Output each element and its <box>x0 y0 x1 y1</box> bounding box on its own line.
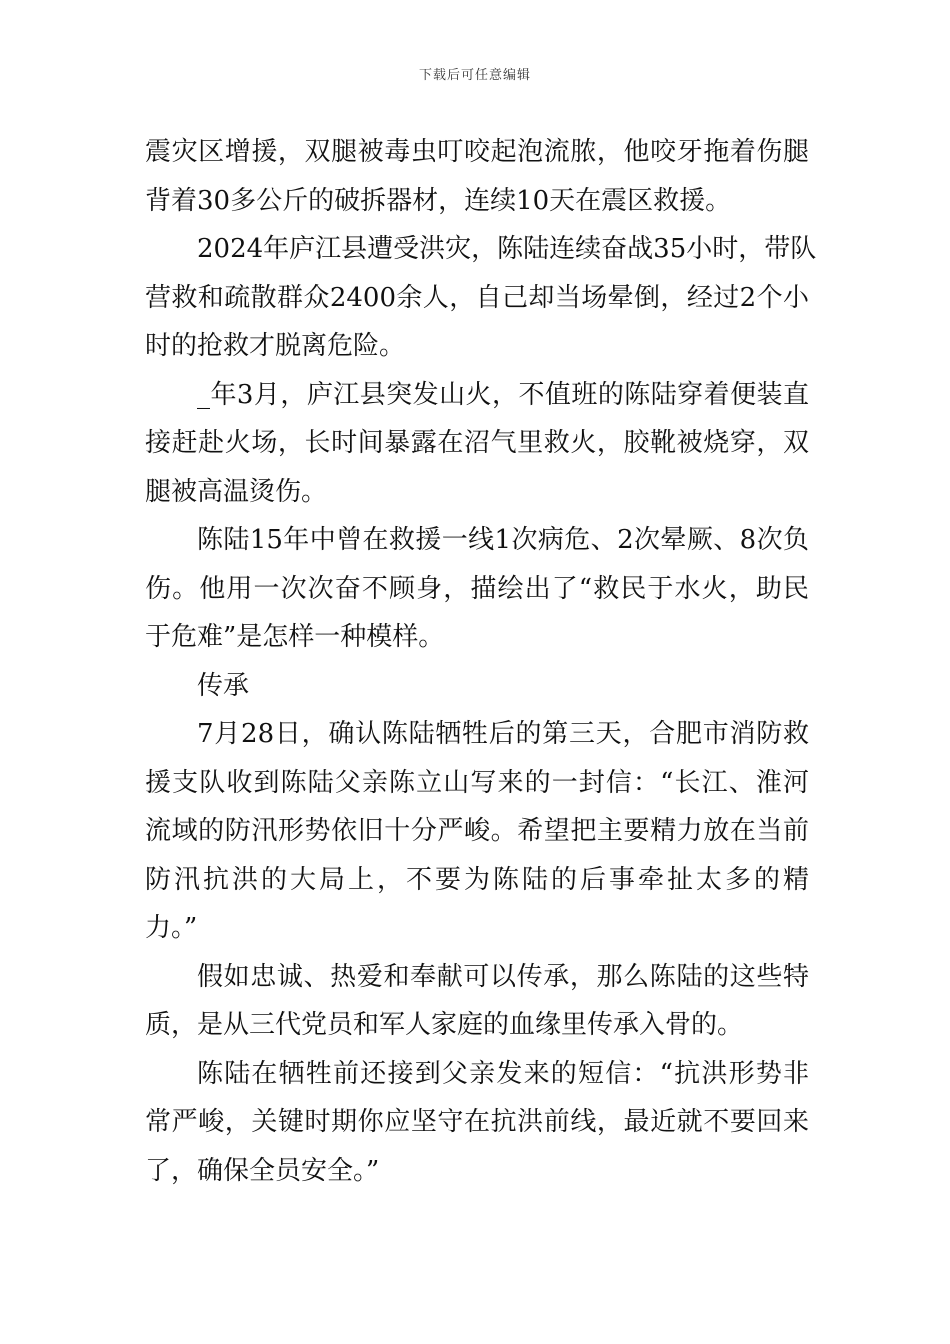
text-line: 陈陆15年中曾在救援一线1次病危、2次晕厥、8次负 <box>197 525 809 555</box>
text-line: 援支队收到陈陆父亲陈立山写来的一封信：“长江、淮河 <box>145 767 809 798</box>
text-line: 营救和疏散群众2400余人，自己却当场晕倒，经过2个小 <box>145 282 809 313</box>
text-line: 时的抢救才脱离危险。 <box>145 331 406 361</box>
paragraph <box>145 710 809 953</box>
text-line: 震灾区增援，双腿被毒虫叮咬起泡流脓，他咬牙拖着伤腿 <box>145 137 809 167</box>
text-line: 腿被高温烫伤。 <box>145 476 328 507</box>
paragraph <box>145 953 809 1050</box>
document-body <box>145 128 817 1195</box>
paragraph <box>145 371 809 517</box>
section-heading <box>145 662 809 711</box>
paragraph <box>145 128 809 225</box>
text-line: 陈陆在牺牲前还接到父亲发来的短信：“抗洪形势非 <box>197 1058 809 1089</box>
text-line: 传承 <box>197 670 250 701</box>
paragraph <box>145 225 817 371</box>
text-line: 伤。他用一次次奋不顾身，描绘出了“救民于水火，助民 <box>145 573 809 604</box>
page-header: 下载后可任意编辑 <box>418 68 531 83</box>
text-line: 力。” <box>145 913 198 943</box>
text-line: 2024年庐江县遭受洪灾，陈陆连续奋战35小时，带队 <box>197 234 817 264</box>
text-line: 常严峻，关键时期你应坚守在抗洪前线，最近就不要回来 <box>145 1107 809 1137</box>
paragraph <box>145 1050 809 1196</box>
paragraph <box>145 516 809 662</box>
text-line: 质，是从三代党员和军人家庭的血缘里传承入骨的。 <box>145 1010 744 1040</box>
text-line: 假如忠诚、热爱和奉献可以传承，那么陈陆的这些特 <box>197 961 809 992</box>
text-line: 7月28日，确认陈陆牺牲后的第三天，合肥市消防救 <box>197 719 809 749</box>
text-line: _年3月，庐江县突发山火，不值班的陈陆穿着便装直 <box>197 379 809 410</box>
text-line: 背着30多公斤的破拆器材，连续10天在震区救援。 <box>145 185 732 216</box>
text-line: 了，确保全员安全。” <box>145 1155 380 1186</box>
text-line: 接赶赴火场，长时间暴露在沼气里救火，胶靴被烧穿，双 <box>145 428 809 458</box>
text-line: 流域的防汛形势依旧十分严峻。希望把主要精力放在当前 <box>145 816 809 846</box>
text-line: 防汛抗洪的大局上，不要为陈陆的后事牵扯太多的精 <box>145 864 809 895</box>
text-line: 于危难”是怎样一种模样。 <box>145 622 445 652</box>
